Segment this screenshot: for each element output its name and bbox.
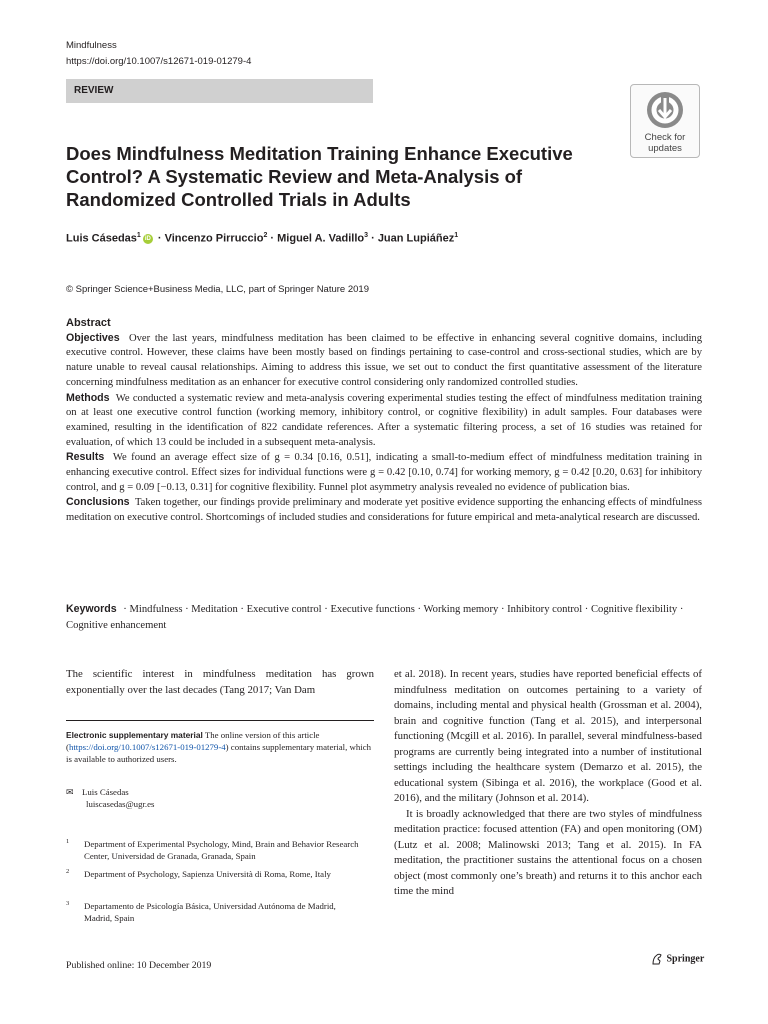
author-affiliation-number: 1: [454, 232, 459, 239]
affiliation-text: Department of Experimental Psychology, Mind, Brain and Behavior Research Center, Universidad de Granada, Granada, Spain: [84, 839, 359, 861]
author-affiliation-number: 3: [364, 232, 369, 239]
keyword: · Executive control: [238, 604, 322, 615]
affiliation-number: 2: [66, 868, 70, 875]
esm-link[interactable]: https://doi.org/10.1007/s12671-019-01279-4: [68, 742, 226, 752]
author-name[interactable]: Juan Lupiáñez: [377, 232, 455, 245]
abstract-conclusions: [66, 495, 702, 525]
esm-text-before: The online version of this article (: [66, 730, 320, 752]
abstract-objectives: [66, 331, 702, 391]
keyword: · Mindfulness: [123, 604, 182, 615]
abstract-methods: [66, 391, 702, 451]
affiliation-item: [66, 900, 366, 924]
affiliation-text: Department of Psychology, Sapienza Università di Roma, Rome, Italy: [84, 869, 331, 879]
affiliation-item: [66, 868, 366, 880]
orcid-icon[interactable]: iD: [144, 235, 151, 242]
methods-text: We conducted a systematic review and meta-analysis covering experimental studies testing the effect of mindfulness meditation training on at least one executive control function (working memory, inhibitory control, or cognitive flexibility) in adult samples. Four databases were examined, resulting in the identification of 822 candidate references. After a systematic filtering process, a set of 16 studies was retained for evaluation, of which 13 could be included in a subsequent meta-analysis.: [66, 392, 702, 448]
publisher-logo: [650, 952, 704, 966]
check-updates-label: Check for updates: [644, 132, 686, 154]
affiliation-text: Departamento de Psicología Básica, Universidad Autónoma de Madrid, Madrid, Spain: [84, 901, 336, 923]
body-paragraph: The scientific interest in mindfulness meditation has grown exponentially over the last decades (Tang 2017; Van Dam: [66, 668, 374, 696]
objectives-text: Over the last years, mindfulness meditation has been claimed to be effective in enhancing several cognitive domains, including executive control. However, these claims have been mostly based on findings pertaining to case-control and cross-sectional studies, which are by nature unable to reveal causal relationships. Aiming to address this issue, we set out to conduct the first quantitative assessment of the literature concerning mindfulness meditation as an enhancer for executive control considering only randomized controlled studies.: [66, 332, 703, 388]
author-list: Luis Cásedas$^1$ iD · Vincenzo Pirruccio$^2$ · Miguel A. Vadillo$^3$ · Juan Lupiáñez$^1$: [66, 232, 459, 245]
abstract-section: [66, 316, 702, 526]
journal-name: Mindfulness: [66, 40, 117, 51]
check-for-updates-badge[interactable]: [630, 84, 700, 158]
author-name[interactable]: Vincenzo Pirruccio: [164, 232, 264, 245]
body-column-right: [394, 667, 702, 900]
check-updates-icon: [645, 90, 685, 130]
author-name[interactable]: Miguel A. Vadillo: [277, 232, 365, 245]
keyword: · Meditation: [182, 604, 237, 615]
correspondence-email[interactable]: luiscasedas@ugr.es: [86, 799, 155, 809]
keyword: · Working memory: [415, 604, 498, 615]
supplementary-material-note: [66, 720, 374, 765]
keywords-label: Keywords: [66, 603, 117, 615]
copyright-notice: © Springer Science+Business Media, LLC, part of Springer Nature 2019: [66, 284, 369, 295]
abstract-heading: Abstract: [66, 317, 111, 329]
keyword: · Inhibitory control: [498, 604, 582, 615]
conclusions-text: Taken together, our findings provide preliminary and moderate yet positive evidence supporting the enhancing effects of mindfulness meditation on executive control. Shortcomings of included studies and considerations for future empirical and meta-analytical research are discussed.: [66, 497, 702, 524]
body-paragraph: It is broadly acknowledged that there are two styles of mindfulness meditation practice: focused attention (FA) and open monitoring (OM) (Lutz et al. 2008; Malinowski 2013; Tang et al. 2015). In FA meditation, the practitioner sustains the attentional focus on a chosen object (most commonly one’s breath) and returns it to this anchor each time the mind: [394, 807, 702, 897]
springer-horse-icon: [650, 952, 664, 966]
keyword: · Cognitive flexibility: [582, 604, 677, 615]
methods-label: Methods: [66, 391, 110, 404]
published-date: Published online: 10 December 2019: [66, 960, 212, 971]
keyword: · Cognitive enhancement: [66, 604, 683, 631]
author-name[interactable]: Luis Cásedas: [66, 232, 137, 245]
esm-text-after: ) contains supplementary material, which is available to authorized users.: [66, 742, 372, 764]
correspondence-block: [66, 786, 366, 810]
results-label: Results: [66, 451, 105, 464]
esm-label: Electronic supplementary material: [66, 730, 203, 740]
body-column-left: [66, 667, 374, 698]
body-paragraph: et al. 2018). In recent years, studies have reported beneficial effects of mindfulness meditation on outcomes pertaining to a variety of domains, including mental and physical health (Grossman et al. 2004), brain and cognitive function (Tang et al. 2015), and interpersonal functioning (Mcgill et al. 2016). In parallel, several mindfulness-based programs are currently being integrated into a number of institutional settings including the healthcare system (Demarzo et al. 2015), the educational system (Sibinga et al. 2016), the workplace (Good et al. 2016), and the military (Johnson et al. 2014).: [394, 668, 702, 804]
affiliation-item: [66, 838, 366, 862]
author-affiliation-number: 2: [263, 232, 268, 239]
author-affiliation-number: 1: [136, 232, 141, 239]
affiliation-number: 3: [66, 900, 70, 907]
envelope-icon: ✉: [66, 787, 74, 797]
objectives-label: Objectives: [66, 331, 120, 344]
keywords-section: [66, 601, 702, 634]
affiliation-number: 1: [66, 838, 70, 845]
article-type-banner: REVIEW: [66, 79, 373, 103]
keyword: · Executive functions: [322, 604, 415, 615]
paper-title: Does Mindfulness Meditation Training Enhance Executive Control? A Systematic Review and Meta-Analysis of Randomized Controlled Trials in Adults: [66, 143, 573, 210]
publisher-name: Springer: [666, 953, 705, 965]
results-text: We found an average effect size of g = 0.34 [0.16, 0.51], indicating a small-to-medium effect of mindfulness meditation training in enhancing executive control. Effect sizes for individual functions were g = 0.42 [0.10, 0.74] for working memory, g = 0.42 [0.20, 0.63] for inhibitory control, and g = 0.09 [−0.13, 0.31] for cognitive flexibility. Funnel plot asymmetry analysis revealed no evidence of publication bias.: [66, 452, 702, 493]
correspondence-name: Luis Cásedas: [82, 787, 129, 797]
abstract-results: [66, 450, 702, 495]
doi-link[interactable]: https://doi.org/10.1007/s12671-019-01279-4: [66, 56, 252, 67]
conclusions-label: Conclusions: [66, 496, 130, 509]
